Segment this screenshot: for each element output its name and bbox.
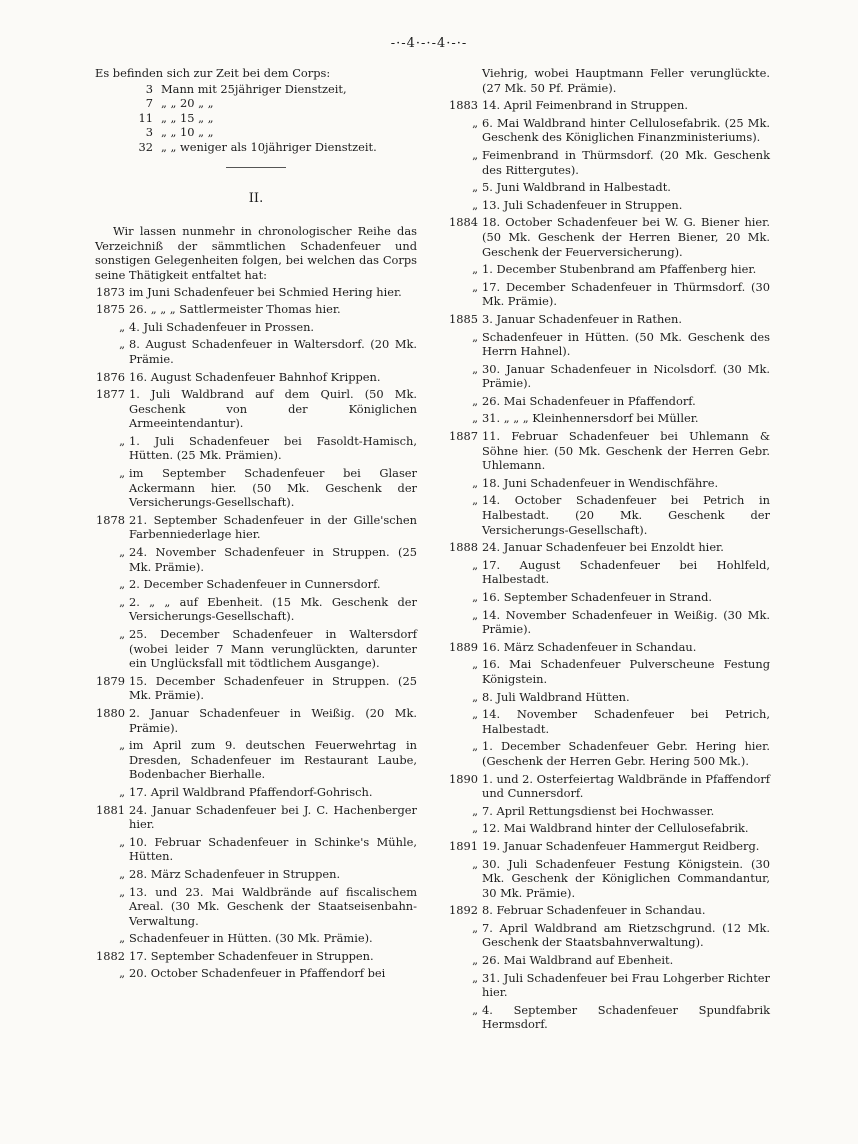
entry-year: „ (119, 577, 125, 592)
entry-year: „ (472, 411, 478, 426)
chronicle-entry (448, 476, 770, 491)
entry-year: „ (119, 319, 125, 334)
chronicle-entry (448, 312, 770, 327)
entry-text: 14. November Schadenfeuer bei Petrich, Halbestadt. (482, 707, 770, 736)
entry-year: „ (472, 607, 478, 622)
entry-year: „ (472, 689, 478, 704)
entry-year: „ (119, 884, 125, 899)
entry-text: 11. Februar Schadenfeuer bei Uhlemann & Söhne hier. (50 Mk. Geschenk der Herren Gebr. Uhlemann. (482, 429, 770, 473)
entry-text: 25. December Schadenfeuer in Waltersdorf (wobei leider 7 Mann verunglückten, darunter ein Unglücksfall mit tödtlichem Ausgange). (129, 627, 417, 671)
entry-year: „ (472, 557, 478, 572)
stat-row (95, 125, 417, 140)
entry-year: „ (472, 920, 478, 935)
entry-text: 6. Mai Waldbrand hinter Cellulosefabrik. (25 Mk. Geschenk des Königlichen Finanzministeriums). (482, 115, 770, 145)
chronicle-entry (448, 116, 770, 145)
entry-text: 18. October Schadenfeuer bei W. G. Biener hier. (50 Mk. Geschenk der Herren Biener, 20 Mk. Geschenk der Feuerversicherung). (482, 215, 770, 259)
stat-row (95, 82, 417, 97)
chronicle-entry (448, 921, 770, 950)
chronicle-entry (448, 608, 770, 637)
chronicle-entry (448, 493, 770, 537)
entry-year: „ (472, 953, 478, 968)
entry-text: 2. December Schadenfeuer in Cunnersdorf. (129, 577, 381, 592)
entry-text: 8. Juli Waldbrand Hütten. (482, 689, 630, 704)
chronicle-entry (448, 971, 770, 1000)
entry-year: „ (119, 866, 125, 881)
entry-text: 8. Februar Schadenfeuer in Schandau. (482, 903, 706, 918)
stat-text: Mann mit 25jähriger Dienstzeit, (161, 81, 347, 96)
chronicle-entry (448, 198, 770, 213)
stat-text: „ „ 10 „ „ (161, 125, 214, 140)
entry-text: 24. November Schadenfeuer in Struppen. (25 Mk. Prämie). (129, 545, 417, 574)
entry-text: 1. December Stubenbrand am Pfaffenberg hier. (482, 262, 757, 277)
entry-text: 1. und 2. Osterfeiertag Waldbrände in Pfaffendorf und Cunnersdorf. (482, 771, 770, 801)
entry-text: 16. September Schadenfeuer in Strand. (482, 590, 713, 604)
chronicle-entry (95, 370, 417, 385)
chronicle-entry (95, 835, 417, 864)
entry-year: „ (119, 784, 125, 799)
chronicle-list-right (448, 66, 770, 1032)
entry-year: „ (119, 433, 125, 448)
entry-text: 13. und 23. Mai Waldbrände auf fiscalischem Areal. (30 Mk. Geschenk der Staatseisenbahn-Verwaltung. (129, 884, 417, 928)
entry-year: „ (472, 180, 478, 195)
entry-year: 1890 (449, 771, 478, 786)
entry-text: 21. September Schadenfeuer in der Gille'schen Farbenniederlage hier. (129, 512, 417, 542)
stat-text: „ „ 15 „ „ (161, 110, 214, 125)
entry-text: 28. März Schadenfeuer in Struppen. (129, 866, 341, 881)
entry-text: 26. Mai Schadenfeuer in Pfaffendorf. (482, 393, 696, 408)
chronicle-entry (448, 540, 770, 555)
entry-year: „ (119, 834, 125, 849)
entry-text: im April zum 9. deutschen Feuerwehrtag in Dresden, Schadenfeuer im Restaurant Laube, Bodenbacher Bierhalle. (129, 738, 417, 782)
entry-text: 14. April Feimenbrand in Struppen. (482, 98, 688, 113)
chronicle-list-left (95, 285, 417, 982)
chronicle-entry (448, 839, 770, 854)
entry-text: 20. October Schadenfeuer in Pfaffendorf bei (129, 966, 386, 981)
chronicle-entry (448, 362, 770, 391)
entry-year: „ (472, 279, 478, 294)
right-column (448, 66, 770, 1035)
entry-text: 17. September Schadenfeuer in Struppen. (129, 948, 374, 963)
chronicle-entry (448, 98, 770, 113)
chronicle-entry (448, 821, 770, 836)
entry-year: „ (119, 627, 125, 641)
chronicle-entry (95, 966, 417, 981)
entry-year: „ (472, 475, 478, 490)
entry-year: „ (119, 545, 125, 560)
chronicle-entry (448, 1003, 770, 1032)
stat-count: 3 (145, 81, 153, 96)
stat-count: 3 (145, 125, 153, 140)
entry-year: „ (472, 856, 478, 871)
entry-year: 1873 (96, 284, 125, 299)
entry-text: 5. Juni Waldbrand in Halbestadt. (482, 180, 671, 195)
chronicle-entry (95, 466, 417, 510)
chronicle-entry (448, 953, 770, 968)
chronicle-entry (95, 867, 417, 882)
entry-text: 17. April Waldbrand Pfaffendorf-Gohrisch. (129, 784, 373, 799)
entry-year: 1883 (449, 98, 478, 113)
entry-text: 4. Juli Schadenfeuer in Prossen. (129, 319, 315, 334)
chronicle-entry (95, 513, 417, 542)
entry-year: 1877 (96, 387, 125, 402)
entry-year: 1875 (96, 302, 125, 317)
chronicle-entry (95, 577, 417, 592)
chronicle-entry (448, 262, 770, 277)
chronicle-entry (95, 931, 417, 946)
entry-year: 1884 (449, 215, 478, 230)
entry-text: im Juni Schadenfeuer bei Schmied Hering hier. (129, 284, 402, 299)
chronicle-entry (448, 215, 770, 259)
intro-paragraph: Wir lassen nunmehr in chronologischer Reihe das Verzeichniß der sämmtlichen Schadenfeuer und sonstigen Gelegenheiten folgen, bei welchen das Corps seine Thätigkeit entfaltet hat: (95, 224, 417, 282)
chronicle-entry (95, 302, 417, 317)
stat-row (95, 111, 417, 126)
chronicle-entry (448, 690, 770, 705)
chronicle-entry (95, 387, 417, 431)
entry-text: 8. August Schadenfeuer in Waltersdorf. (20 Mk. Prämie. (129, 337, 417, 366)
entry-text: 24. Januar Schadenfeuer bei Enzoldt hier. (482, 540, 724, 555)
chronicle-entry (95, 337, 417, 366)
entry-year: 1879 (96, 673, 125, 688)
entry-text: 16. März Schadenfeuer in Schandau. (482, 639, 697, 654)
entry-text: 31. Juli Schadenfeuer bei Frau Lohgerber Richter hier. (482, 970, 770, 1000)
chronicle-entry (448, 657, 770, 686)
chronicle-entry (448, 148, 770, 177)
entry-year: 1881 (96, 802, 125, 817)
entry-text: 17. December Schadenfeuer in Thürmsdorf. (30 Mk. Prämie). (482, 279, 770, 309)
entry-text: 17. August Schadenfeuer bei Hohlfeld, Halbestadt. (482, 557, 770, 587)
entry-text: 30. Juli Schadenfeuer Festung Königstein. (30 Mk. Geschenk der Königlichen Commandantur, 30 Mk. Prämie). (482, 856, 770, 900)
entry-text: 1. Juli Schadenfeuer bei Fasoldt-Hamisch, Hütten. (25 Mk. Prämien). (129, 433, 417, 463)
page-number: -·-4·-·-4·-·- (390, 36, 468, 51)
chronicle-entry (95, 738, 417, 782)
chronicle-entry (448, 66, 770, 95)
entry-year: „ (472, 657, 478, 672)
entry-year: „ (119, 738, 125, 753)
left-column (95, 66, 417, 984)
entry-text: 13. Juli Schadenfeuer in Struppen. (482, 197, 683, 212)
entry-year: „ (119, 594, 125, 609)
entry-text: 7. April Waldbrand am Rietzschgrund. (12 Mk. Geschenk der Staatsbahnverwaltung). (482, 920, 770, 950)
entry-text: 16. August Schadenfeuer Bahnhof Krippen. (129, 369, 381, 384)
entry-text: 3. Januar Schadenfeuer in Rathen. (482, 311, 682, 326)
chronicle-entry (448, 180, 770, 195)
entry-text: 26. „ „ „ Sattlermeister Thomas hier. (129, 302, 341, 317)
entry-text: Schadenfeuer in Hütten. (30 Mk. Prämie). (129, 931, 373, 946)
chronicle-entry (448, 558, 770, 587)
entry-text: Viehrig, wobei Hauptmann Feller verunglückte. (27 Mk. 50 Pf. Prämie). (482, 66, 770, 95)
chronicle-entry (95, 285, 417, 300)
entry-text: 19. Januar Schadenfeuer Hammergut Reidberg. (482, 838, 760, 853)
chronicle-entry (448, 804, 770, 819)
entry-year: 1887 (449, 429, 478, 444)
entry-year: „ (472, 803, 478, 818)
stat-text: „ „ weniger als 10jähriger Dienstzeit. (161, 139, 377, 154)
chronicle-entry (448, 857, 770, 901)
chronicle-entry (448, 903, 770, 918)
entry-text: 31. „ „ „ Kleinhennersdorf bei Müller. (482, 411, 699, 426)
entry-text: 18. Juni Schadenfeuer in Wendischfähre. (482, 475, 719, 490)
entry-year: „ (472, 197, 478, 212)
chronicle-entry (95, 674, 417, 703)
entry-year: 1880 (96, 705, 125, 720)
chronicle-entry (95, 706, 417, 735)
entry-text: 2. „ „ auf Ebenheit. (15 Mk. Geschenk der Versicherungs-Gesellschaft). (129, 594, 417, 624)
entry-year: 1891 (449, 838, 478, 853)
chronicle-entry (448, 590, 770, 605)
entry-year: 1882 (96, 948, 125, 963)
chronicle-entry (448, 739, 770, 768)
chronicle-entry (95, 803, 417, 832)
entry-year: „ (472, 361, 478, 376)
entry-year: 1876 (96, 369, 125, 384)
stat-count: 11 (138, 110, 153, 125)
entry-text: 26. Mai Waldbrand auf Ebenheit. (482, 953, 674, 968)
entry-text: 14. November Schadenfeuer in Weißig. (30 Mk. Prämie). (482, 607, 770, 637)
entry-year: 1892 (449, 903, 478, 918)
entry-text: 7. April Rettungsdienst bei Hochwasser. (482, 803, 715, 818)
chronicle-entry (448, 429, 770, 473)
entry-text: Feimenbrand in Thürmsdorf. (20 Mk. Geschenk des Rittergutes). (482, 147, 770, 177)
entry-year: „ (472, 393, 478, 408)
entry-year: „ (472, 493, 478, 508)
stat-row (95, 96, 417, 111)
entry-year: „ (119, 337, 125, 352)
chronicle-entry (95, 949, 417, 964)
entry-year: „ (119, 466, 125, 481)
entry-year: „ (472, 970, 478, 985)
entry-text: im September Schadenfeuer bei Glaser Ackermann hier. (50 Mk. Geschenk der Versicherungs-Gesellschaft). (129, 466, 417, 510)
chronicle-entry (95, 885, 417, 929)
service-statistics (95, 82, 417, 155)
entry-text: 30. Januar Schadenfeuer in Nicolsdorf. (30 Mk. Prämie). (482, 361, 770, 391)
entry-text: 16. Mai Schadenfeuer Pulverscheune Festung Königstein. (482, 657, 770, 686)
entry-year: 1878 (96, 512, 125, 527)
stat-count: 7 (145, 96, 153, 111)
entry-year: 1885 (449, 311, 478, 326)
section-heading: II. (248, 190, 264, 206)
entry-text: 4. September Schadenfeuer Spundfabrik Hermsdorf. (482, 1002, 770, 1032)
entry-text: 14. October Schadenfeuer bei Petrich in Halbestadt. (20 Mk. Geschenk der Versicherungs-Gesellschaft). (482, 493, 770, 537)
chronicle-entry (448, 330, 770, 359)
intro-text: Es befinden sich zur Zeit bei dem Corps: (95, 66, 331, 80)
entry-year: „ (119, 931, 125, 946)
entry-year: „ (472, 329, 478, 344)
chronicle-entry (448, 640, 770, 655)
entry-year: „ (472, 707, 478, 722)
stat-text: „ „ 20 „ „ (161, 96, 214, 111)
chronicle-entry (448, 772, 770, 801)
chronicle-entry (448, 394, 770, 409)
entry-text: 1. Juli Waldbrand auf dem Quirl. (50 Mk. Geschenk von der Königlichen Armeeintendantur). (129, 387, 417, 431)
entry-year: „ (119, 966, 125, 981)
chronicle-entry (95, 545, 417, 574)
chronicle-entry (448, 707, 770, 736)
entry-year: „ (472, 821, 478, 836)
chronicle-entry (95, 785, 417, 800)
entry-year: „ (472, 739, 478, 754)
stat-row (95, 140, 417, 155)
chronicle-entry (448, 411, 770, 426)
entry-text: 2. Januar Schadenfeuer in Weißig. (20 Mk. Prämie). (129, 705, 417, 735)
entry-year: „ (472, 115, 478, 130)
chronicle-entry (95, 320, 417, 335)
chronicle-entry (448, 280, 770, 309)
entry-year: „ (472, 590, 478, 604)
chronicle-entry (95, 434, 417, 463)
entry-text: 1. December Schadenfeuer Gebr. Hering hier. (Geschenk der Herren Gebr. Hering 500 Mk.). (482, 739, 770, 768)
entry-year: 1889 (449, 639, 478, 654)
entry-text: 12. Mai Waldbrand hinter der Cellulosefabrik. (482, 821, 749, 836)
entry-text: Schadenfeuer in Hütten. (50 Mk. Geschenk des Herrn Hahnel). (482, 329, 770, 359)
chronicle-entry (95, 627, 417, 671)
stat-count: 32 (138, 139, 153, 154)
divider (226, 167, 286, 168)
entry-text: 10. Februar Schadenfeuer in Schinke's Mühle, Hütten. (129, 834, 417, 864)
entry-year: „ (472, 1002, 478, 1017)
entry-text: 24. Januar Schadenfeuer bei J. C. Hachenberger hier. (129, 802, 417, 832)
entry-year: „ (472, 262, 478, 277)
entry-year: 1888 (449, 540, 478, 555)
entry-year: „ (472, 147, 478, 162)
entry-text: 15. December Schadenfeuer in Struppen. (25 Mk. Prämie). (129, 673, 417, 703)
chronicle-entry (95, 595, 417, 624)
